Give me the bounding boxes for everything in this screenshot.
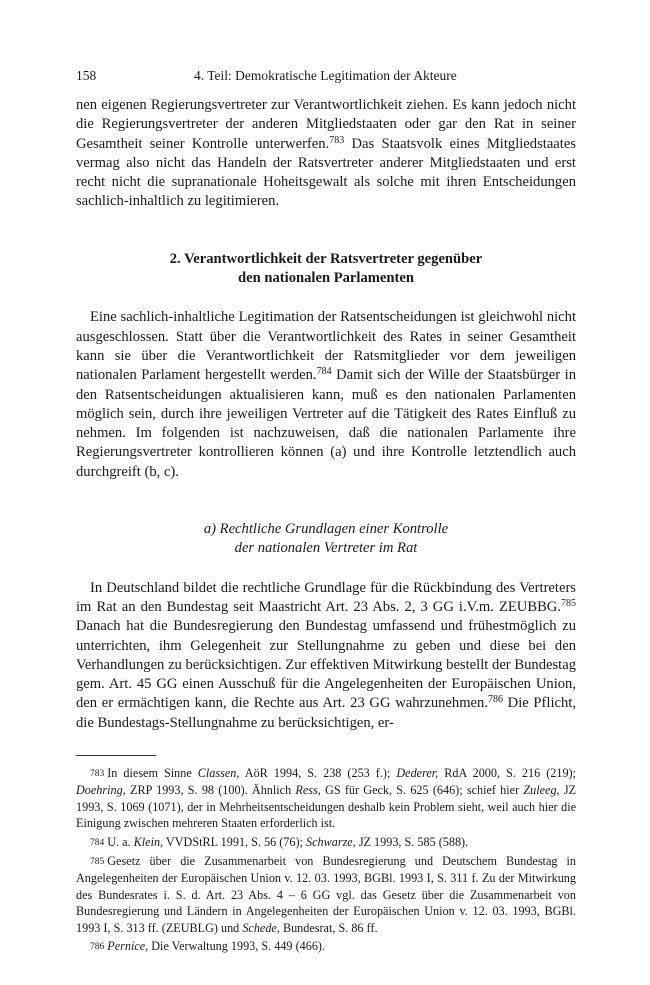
text-run: VVDStRL 1991, S. 56 (76);	[163, 834, 306, 849]
text-run: nen eigenen Regierungsvertreter zur Verantwortlichkeit ziehen. Es kann jedoch nicht die Regierungsvertreter der anderen Mitgliedstaaten oder gar den Rat in seiner Gesamtheit seiner Kontrolle unterwerfen.	[76, 97, 576, 152]
text-run: ZRP 1993, S. 98 (100). Ähnlich	[125, 783, 296, 798]
footnote-divider	[76, 755, 156, 756]
footnote-ref-786[interactable]: 786	[487, 694, 503, 706]
footnote-783	[76, 765, 576, 832]
text-run: JZ 1993, S. 585 (588).	[355, 834, 469, 849]
subsection-heading-line-1: a) Rechtliche Grundlagen einer Kontrolle	[203, 521, 449, 538]
footnote-786	[76, 938, 576, 955]
text-run: In diesem Sinne	[107, 766, 198, 781]
author-name: Zuleeg,	[523, 783, 560, 798]
text-run: Damit sich der Wille der Staatsbürger in den Ratsentscheidungen aktualisieren kann, muß es den nationalen Parlamenten möglich sein, durch ihre jeweiligen Vertreter auf die Tätigkeit des Rates Einfluß zu nehmen. Im folgenden ist nachzuweisen, daß die nationalen Parlamente ihre Regierungsvertreter kontrollieren können (a) und ihre Kontrolle letztendlich auch durchgreift (b, c).	[76, 367, 576, 480]
text-run: Eine sachlich-inhaltliche Legitimation der Ratsentscheidungen ist gleichwohl nicht ausgeschlossen. Statt über die Verantwortlichkeit des Rates in seiner Gesamtheit kann sie über die Verantwortlichkeit der Ratsmitglieder vor dem jeweiligen nationalen Parlament hergestellt werden.	[76, 309, 576, 384]
running-head: 4. Teil: Demokratische Legitimation der Akteure	[194, 68, 457, 83]
paragraph-1	[76, 96, 576, 212]
author-name: Pernice,	[107, 939, 149, 954]
paragraph-3	[76, 579, 576, 733]
section-heading-line-1: 2. Verantwortlichkeit der Ratsvertreter gegenüber	[169, 250, 483, 267]
text-run: Das Staatsvolk eines Mitgliedstaates vermag also nicht das Handeln der Ratsvertreter anderer Mitgliedstaaten und erst recht nicht die supranationale Hoheitsgewalt als solche mit ihren Entscheidungen sachlich-inhaltlich zu legitimieren.	[76, 135, 576, 210]
footnote-785	[76, 853, 576, 936]
paragraph-2	[76, 308, 576, 482]
footnote-number: 784	[90, 837, 105, 848]
author-name: Classen,	[197, 766, 240, 781]
section-heading	[76, 250, 576, 289]
text-run: RdA 2000, S. 216 (219);	[438, 766, 576, 781]
text-run: Bundesrat, S. 86 ff.	[279, 920, 378, 935]
author-name: Schwarze,	[306, 834, 356, 849]
author-name: Dederer,	[396, 766, 439, 781]
section-heading-line-2: den nationalen Parlamenten	[238, 270, 414, 287]
text-run: U. a.	[107, 834, 134, 849]
text-run: In Deutschland bildet die rechtliche Grundlage für die Rückbindung des Vertreters im Rat an den Bundestag seit Maastricht Art. 23 Abs. 2, 3 GG i.V.m. ZEUBBG.	[76, 579, 576, 615]
subsection-heading	[76, 520, 576, 559]
author-name: Schede,	[242, 920, 280, 935]
footnote-784	[76, 834, 576, 851]
author-name: Klein,	[133, 834, 164, 849]
book-page	[76, 66, 576, 957]
footnote-ref-784[interactable]: 784	[316, 366, 332, 378]
text-run: GS für Geck, S. 625 (646); schief hier	[320, 783, 524, 798]
page-header	[76, 66, 576, 88]
footnote-number: 785	[90, 857, 105, 868]
text-run: AöR 1994, S. 238 (253 f.);	[239, 766, 397, 781]
footnote-ref-783[interactable]: 783	[329, 134, 345, 146]
text-run: Die Verwaltung 1993, S. 449 (466).	[148, 939, 326, 954]
text-run: JZ 1993, S. 1069 (1071), der in Mehrheitsentscheidungen deshalb kein Problem sieht, weil auch hier die Einigung zwischen mehreren Staaten erforderlich ist.	[76, 783, 577, 831]
subsection-heading-line-2: der nationalen Vertreter im Rat	[234, 540, 418, 557]
footnote-ref-785[interactable]: 785	[561, 597, 576, 609]
footnote-number: 786	[90, 942, 105, 953]
author-name: Ress,	[295, 783, 321, 798]
footnote-number: 783	[90, 769, 105, 780]
page-number: 158	[76, 68, 97, 83]
text-run: Gesetz über die Zusammenarbeit von Bundesregierung und Deutschem Bundestag in Angelegenheiten der Europäischen Union v. 12. 03. 1993, BGBl. 1993 I, S. 311 f. Zu der Mitwirkung des Bundesrates i. S. d. Art. 23 Abs. 4 – 6 GG vgl. das Gesetz über die Zusammenarbeit von Bundesregierung und Ländern in Angelegenheiten der Europäischen Union v. 12. 03. 1993, BGBl. 1993 I, S. 313 ff. (ZEUBLG) und	[76, 854, 576, 935]
text-run: Danach hat die Bundesregierung den Bundestag umfassend und frühestmöglich zu unterrichten, ihm Gelegenheit zur Stellungnahme zu geben und diese bei den Verhandlungen zu berücksichtigen. Zur effektiven Mitwirkung bestellt der Bundestag gem. Art. 45 GG einen Ausschuß für die Angelegenheiten der Europäischen Union, den er ermächtigen kann, die Rechte aus Art. 23 GG wahrzunehmen.	[76, 618, 576, 712]
author-name: Doehring,	[76, 783, 126, 798]
text-run: Die Pflicht, die Bundestags-Stellungnahme zu berücksichtigen, er-	[76, 695, 576, 731]
